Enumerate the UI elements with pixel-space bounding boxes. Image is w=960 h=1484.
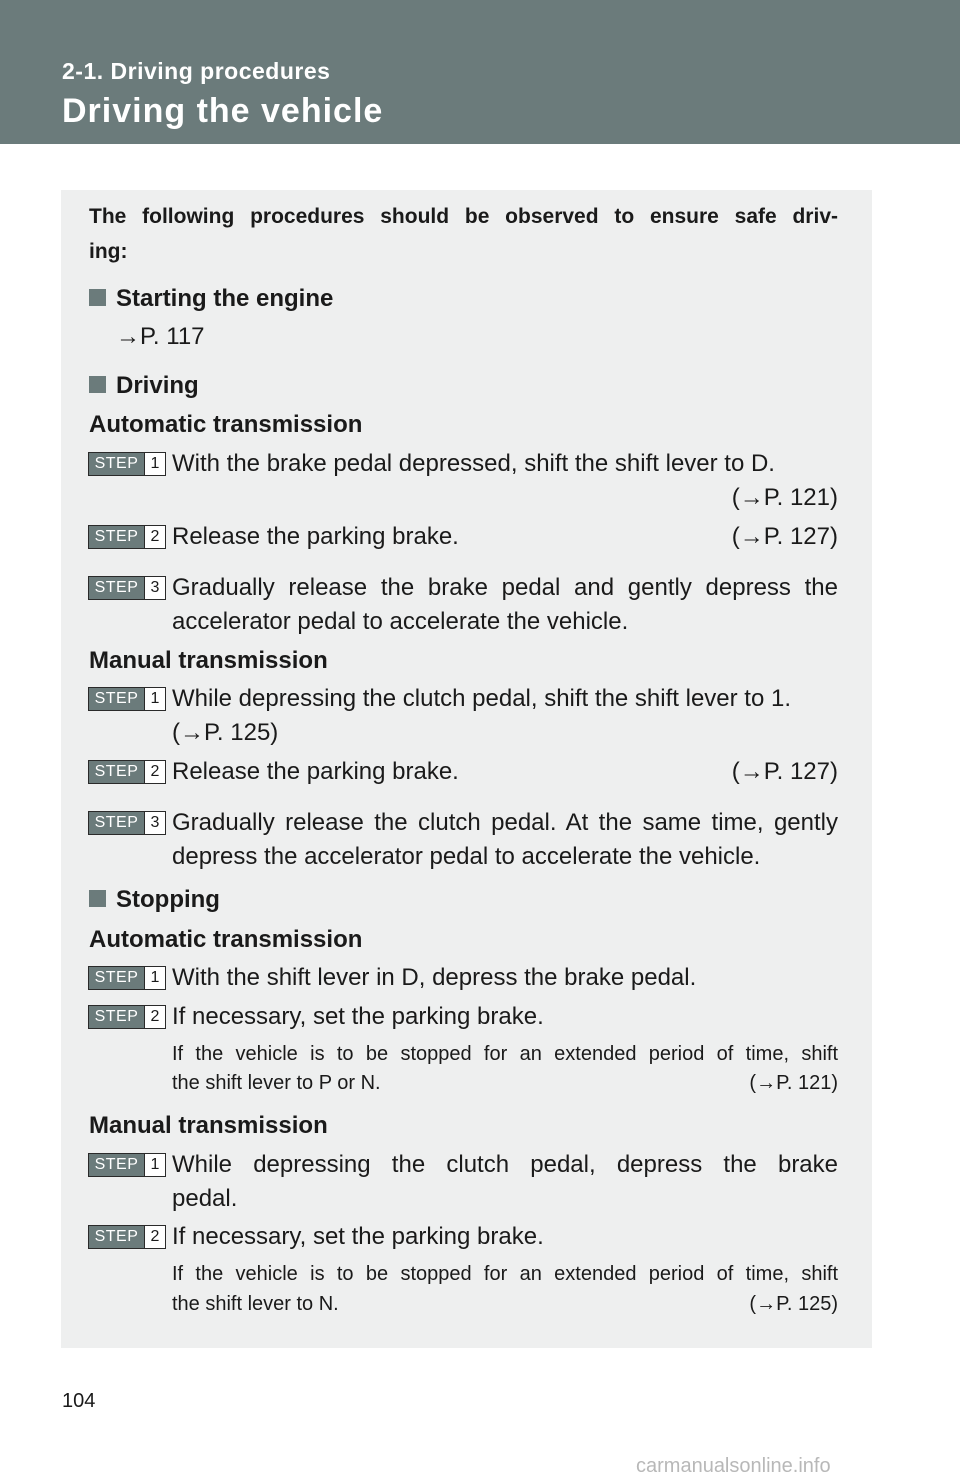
square-bullet-icon <box>89 890 106 907</box>
step-text-continued: accelerator pedal to accelerate the vehicle. <box>172 608 629 635</box>
step-text: While depressing the clutch pedal, depress the brake <box>172 1151 838 1178</box>
header-bar <box>0 0 960 144</box>
step-text-continued: pedal. <box>172 1185 238 1212</box>
heading-stopping: Stopping <box>89 886 220 914</box>
square-bullet-icon <box>89 376 106 393</box>
heading-starting-engine: Starting the engine <box>89 285 333 313</box>
heading-driving: Driving <box>89 372 199 400</box>
step-text: Release the parking brake. <box>172 523 459 550</box>
step-text: If necessary, set the parking brake. <box>172 1223 544 1250</box>
page-number: 104 <box>62 1390 96 1412</box>
step-badge: STEP 2 <box>88 525 166 549</box>
ref-starting-engine[interactable]: →P. 117 <box>116 323 205 350</box>
step-text: Release the parking brake. <box>172 758 459 785</box>
step-badge: STEP 2 <box>88 760 166 784</box>
subheading-driving-manual: Manual transmission <box>89 647 328 674</box>
page-ref[interactable]: (→P. 121) <box>749 1072 838 1094</box>
subheading-stopping-manual: Manual transmission <box>89 1112 328 1139</box>
step-text: While depressing the clutch pedal, shift the shift lever to 1. <box>172 685 791 712</box>
section-label: 2-1. Driving procedures <box>62 58 331 84</box>
intro-line-1: The following procedures should be observed to ensure safe driv- <box>89 205 838 228</box>
step-text: With the brake pedal depressed, shift the shift lever to D. <box>172 450 775 477</box>
subheading-driving-automatic: Automatic transmission <box>89 411 363 438</box>
note-text: If the vehicle is to be stopped for an extended period of time, shift <box>172 1263 838 1285</box>
step-badge: STEP 3 <box>88 576 166 600</box>
step-badge: STEP 1 <box>88 966 166 990</box>
step-badge: STEP 3 <box>88 811 166 835</box>
page-ref[interactable]: (→P. 121) <box>731 484 838 511</box>
note-text: If the vehicle is to be stopped for an extended period of time, shift <box>172 1043 838 1065</box>
step-badge: STEP 1 <box>88 452 166 476</box>
page-ref[interactable]: (→P. 125) <box>749 1293 838 1315</box>
step-text: Gradually release the clutch pedal. At the same time, gently <box>172 809 838 836</box>
step-text-continued: depress the accelerator pedal to accelerate the vehicle. <box>172 843 761 870</box>
step-badge: STEP 1 <box>88 1153 166 1177</box>
note-text-continued: the shift lever to N. <box>172 1293 339 1315</box>
page-ref[interactable]: (→P. 125) <box>172 719 279 746</box>
intro-line-2: ing: <box>89 240 128 263</box>
step-badge: STEP 2 <box>88 1005 166 1029</box>
step-badge: STEP 2 <box>88 1225 166 1249</box>
step-text: Gradually release the brake pedal and gently depress the <box>172 574 838 601</box>
step-badge: STEP 1 <box>88 687 166 711</box>
step-text: With the shift lever in D, depress the brake pedal. <box>172 964 697 991</box>
page-ref[interactable]: (→P. 127) <box>731 758 838 785</box>
note-text-continued: the shift lever to P or N. <box>172 1072 381 1094</box>
page-title: Driving the vehicle <box>62 92 384 130</box>
watermark: carmanualsonline.info <box>636 1455 831 1477</box>
subheading-stopping-automatic: Automatic transmission <box>89 926 363 953</box>
square-bullet-icon <box>89 289 106 306</box>
step-text: If necessary, set the parking brake. <box>172 1003 544 1030</box>
page-ref[interactable]: (→P. 127) <box>731 523 838 550</box>
